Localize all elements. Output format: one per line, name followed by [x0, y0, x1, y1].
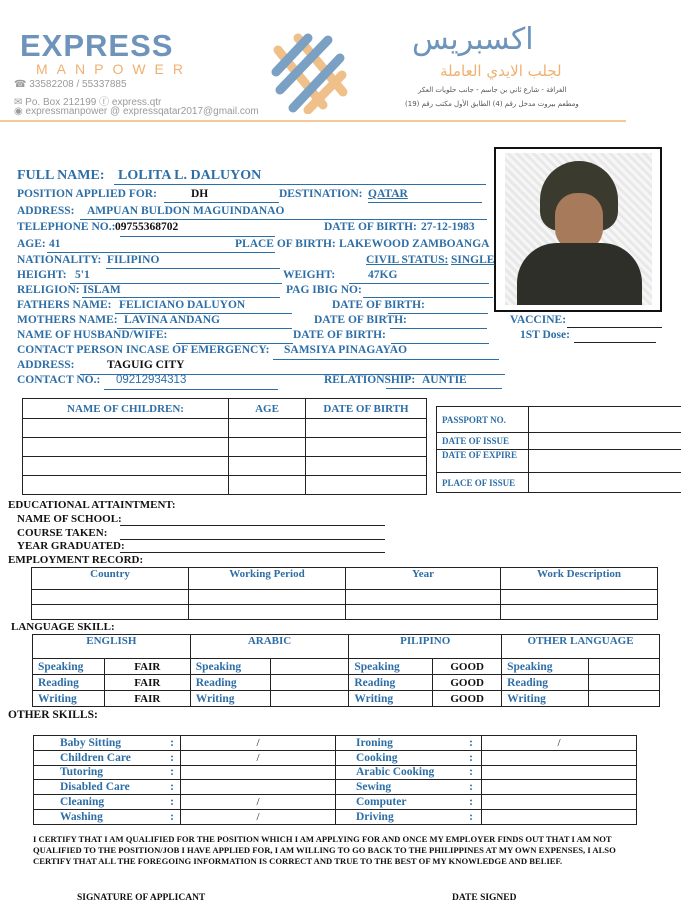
skill-label: Writing: [33, 691, 105, 707]
child-age-cell[interactable]: [229, 476, 306, 495]
language-header: ARABIC: [190, 635, 349, 659]
table-row: [34, 780, 637, 795]
skill-name: [336, 750, 482, 765]
brand-subtitle: MANPOWER: [36, 61, 192, 77]
school-label: NAME OF SCHOOL:: [17, 513, 122, 525]
spouse-dob-label: DATE OF BIRTH:: [293, 329, 386, 341]
colon-separator: :: [170, 781, 174, 794]
skill-name-text: Arabic Cooking: [356, 766, 435, 779]
table-row: [34, 795, 637, 810]
signature-label: SIGNATURE OF APPLICANT: [77, 893, 206, 903]
expiry-date-cell[interactable]: [529, 450, 681, 473]
civil-status-value: SINGLE: [451, 254, 495, 266]
employment-cell[interactable]: [32, 590, 189, 605]
skill-name-text: Children Care: [60, 751, 131, 764]
skill-label: Speaking: [33, 659, 105, 675]
skill-name: [34, 780, 181, 795]
skill-level[interactable]: [589, 675, 660, 691]
skill-name-text: Sewing: [356, 781, 392, 794]
age-value: 41: [49, 238, 61, 250]
vaccine-label: VACCINE:: [510, 314, 567, 326]
children-table: [22, 398, 427, 495]
arabic-address-2: ومطعم بيروت مدخل رقم (4) الطابق الأول مكتب رقم (19): [405, 100, 579, 108]
skill-check[interactable]: /: [181, 736, 336, 751]
other-skills-table: [33, 735, 637, 825]
po-box: ✉ Po. Box 212199 ⓕ express.qtr: [14, 97, 162, 108]
destination-line: [368, 202, 482, 203]
colon-separator: :: [170, 751, 174, 764]
skill-level[interactable]: FAIR: [104, 659, 190, 675]
religion-label: RELIGION:: [17, 284, 80, 296]
full-name-line: [114, 184, 486, 185]
weight-label: WEIGHT:: [283, 269, 336, 281]
dob-value: 27-12-1983: [421, 221, 475, 233]
skill-name-text: Washing: [60, 810, 103, 823]
child-name-cell[interactable]: [23, 476, 229, 495]
table-row: [32, 590, 658, 605]
child-dob-cell[interactable]: [306, 457, 427, 476]
weight-line: [349, 283, 489, 284]
arabic-address-1: الغرافة - شارع ثاني بن جاسم - جانب حلويات العكر: [418, 86, 567, 94]
child-name-cell[interactable]: [23, 419, 229, 438]
age-line: [47, 252, 275, 253]
table-row: [23, 476, 427, 495]
table-row: [32, 605, 658, 620]
employment-cell[interactable]: [32, 605, 189, 620]
year-graduated-label: YEAR GRADUATED:: [17, 540, 125, 552]
fathers-name-label: FATHERS NAME:: [17, 299, 112, 311]
skill-check[interactable]: /: [482, 736, 637, 751]
skill-label: Speaking: [502, 659, 589, 675]
skill-check[interactable]: /: [181, 795, 336, 810]
course-line: [120, 539, 385, 540]
pob-value: LAKEWOOD ZAMBOANGA: [339, 238, 490, 250]
skill-name: [336, 809, 482, 824]
table-row: [33, 659, 660, 675]
child-name-cell[interactable]: [23, 438, 229, 457]
child-age-cell[interactable]: [229, 438, 306, 457]
skill-level[interactable]: FAIR: [104, 691, 190, 707]
employment-header-period: Working Period: [189, 568, 346, 590]
skill-check[interactable]: [482, 809, 637, 824]
passport-no-cell[interactable]: [529, 407, 681, 433]
table-row: [23, 457, 427, 476]
destination-value: QATAR: [368, 188, 408, 200]
skill-name: [34, 750, 181, 765]
emergency-address-value: TAGUIG CITY: [107, 359, 185, 371]
skill-label: Reading: [349, 675, 433, 691]
skill-name: [336, 765, 482, 780]
pob-label: PLACE OF BIRTH:: [235, 238, 336, 250]
date-signed-label: DATE SIGNED: [452, 893, 517, 903]
skill-label: Reading: [33, 675, 105, 691]
skill-name: [34, 765, 181, 780]
employment-header-description: Work Description: [501, 568, 658, 590]
other-skills-title: OTHER SKILLS:: [8, 709, 98, 721]
skill-name-text: Computer: [356, 796, 407, 809]
skill-name-text: Cooking: [356, 751, 398, 764]
nationality-line: [106, 268, 280, 269]
position-value: DH: [191, 188, 209, 200]
full-name-value: LOLITA L. DALUYON: [118, 168, 262, 183]
education-title: EDUCATIONAL ATTAINTMENT:: [8, 499, 176, 511]
applicant-photo: [505, 153, 652, 305]
phone-numbers: ☎ 33582208 / 55337885: [14, 79, 127, 90]
weight-value: 47KG: [368, 269, 398, 281]
colon-separator: :: [170, 766, 174, 779]
employment-cell[interactable]: [346, 605, 501, 620]
child-age-cell[interactable]: [229, 457, 306, 476]
child-dob-cell[interactable]: [306, 476, 427, 495]
skill-level[interactable]: [270, 659, 349, 675]
child-age-cell[interactable]: [229, 419, 306, 438]
father-dob-label: DATE OF BIRTH:: [332, 299, 425, 311]
skill-level[interactable]: [589, 691, 660, 707]
skill-name: [336, 795, 482, 810]
language-table: [32, 634, 660, 707]
civil-status-label: CIVIL STATUS:: [366, 254, 449, 266]
language-title: LANGUAGE SKILL:: [11, 621, 115, 633]
table-row: [34, 809, 637, 824]
employment-cell[interactable]: [189, 590, 346, 605]
employment-cell[interactable]: [501, 605, 658, 620]
brand-logo-text: EXPRESS: [20, 28, 174, 63]
age-label: AGE:: [17, 238, 46, 250]
skill-name: [336, 780, 482, 795]
mother-dob-line: [390, 328, 487, 329]
skill-name-text: Cleaning: [60, 796, 105, 809]
issue-place-cell[interactable]: [529, 473, 681, 493]
full-name-label: FULL NAME:: [17, 168, 105, 183]
colon-separator: :: [469, 810, 473, 823]
language-header-row: [33, 635, 660, 659]
header-divider: [0, 120, 626, 122]
emergency-address-label: ADDRESS:: [17, 359, 75, 371]
first-dose-line: [574, 342, 656, 343]
emergency-contact-line: [273, 359, 499, 360]
children-header-dob: DATE OF BIRTH: [306, 399, 427, 419]
religion-value: ISLAM: [83, 284, 121, 296]
table-row: [34, 765, 637, 780]
emergency-phone-line: [104, 389, 278, 390]
skill-label: Reading: [502, 675, 589, 691]
skill-label: Writing: [190, 691, 270, 707]
skill-check[interactable]: [482, 750, 637, 765]
colon-separator: :: [469, 796, 473, 809]
year-graduated-line: [120, 552, 385, 553]
fathers-name-value: FELICIANO DALUYON: [119, 299, 246, 311]
mothers-name-label: MOTHERS NAME:: [17, 314, 118, 326]
expiry-date-label: DATE OF EXPIRE: [437, 450, 529, 473]
colon-separator: :: [469, 736, 473, 749]
course-label: COURSE TAKEN:: [17, 527, 108, 539]
skill-check[interactable]: /: [181, 750, 336, 765]
first-dose-label: 1ST Dose:: [520, 329, 570, 341]
skill-name: [336, 736, 482, 751]
child-dob-cell[interactable]: [306, 419, 427, 438]
certification-text: I CERTIFY THAT I AM QUALIFIED FOR THE POSITION WHICH I AM APPLYING FOR AND ONCE MY EMPLOYER FINDS OUT THAT I AM NOT QUALIFIED TO THE POSITION/JOB I HAVE APPLIED FOR, I AM WILLING TO GO BACK TO THE PHILIPPINES AT MY OWN EXPENSES, I ALSO CERTIFY THAT ALL THE FOREGOING INFORMATION IS CORRECT AND TRUE TO THE BEST OF MY KNOWLEDGE AND BELIEF.: [33, 834, 616, 866]
skill-label: Speaking: [349, 659, 433, 675]
skill-name: [34, 736, 181, 751]
emergency-contact-value: SAMSIYA PINAGAYAO: [284, 344, 408, 356]
employment-table: [31, 567, 658, 620]
language-header: ENGLISH: [33, 635, 191, 659]
employment-header-country: Country: [32, 568, 189, 590]
children-header-age: AGE: [229, 399, 306, 419]
skill-level[interactable]: [589, 659, 660, 675]
child-dob-cell[interactable]: [306, 438, 427, 457]
brand-arabic: اكسبريس: [412, 22, 534, 57]
applicant-photo-frame: [494, 147, 662, 312]
skill-label: Speaking: [190, 659, 270, 675]
mother-dob-label: DATE OF BIRTH:: [314, 314, 407, 326]
school-line: [120, 525, 385, 526]
issue-place-label: PLACE OF ISSUE: [437, 473, 529, 493]
table-row: [23, 438, 427, 457]
pagibig-line: [363, 297, 493, 298]
brand-emblem-icon: [268, 30, 350, 114]
emergency-contact-label: CONTACT PERSON INCASE OF EMERGENCY:: [17, 344, 270, 356]
spouse-name-label: NAME OF HUSBAND/WIFE:: [17, 329, 168, 341]
telephone-label: TELEPHONE NO.:: [17, 221, 116, 233]
pagibig-label: PAG IBIG NO:: [286, 284, 362, 296]
skill-label: Reading: [190, 675, 270, 691]
skill-check[interactable]: [181, 765, 336, 780]
skill-level[interactable]: [270, 675, 349, 691]
issue-date-cell[interactable]: [529, 433, 681, 450]
relationship-value: AUNTIE: [422, 374, 467, 386]
language-header: OTHER LANGUAGE: [502, 635, 660, 659]
table-row: [33, 691, 660, 707]
employment-header-year: Year: [346, 568, 501, 590]
nationality-label: NATIONALITY:: [17, 254, 102, 266]
address-line: [80, 219, 487, 220]
skill-label: Writing: [502, 691, 589, 707]
telephone-value: 09755368702: [115, 221, 179, 233]
position-label: POSITION APPLIED FOR:: [17, 188, 157, 200]
relationship-label: RELATIONSHIP:: [324, 374, 416, 386]
table-row: [23, 419, 427, 438]
mothers-name-value: LAVINA ANDANG: [124, 314, 220, 326]
colon-separator: :: [469, 751, 473, 764]
employment-cell[interactable]: [346, 590, 501, 605]
skill-level[interactable]: FAIR: [104, 675, 190, 691]
religion-line: [82, 297, 280, 298]
skill-name-text: Baby Sitting: [60, 736, 122, 749]
employment-cell[interactable]: [189, 605, 346, 620]
skill-level[interactable]: GOOD: [433, 691, 502, 707]
skill-name-text: Driving: [356, 810, 394, 823]
colon-separator: :: [170, 736, 174, 749]
issue-date-label: DATE OF ISSUE: [437, 433, 529, 450]
language-header: PILIPINO: [349, 635, 502, 659]
passport-no-label: PASSPORT NO.: [437, 407, 529, 433]
emergency-phone-value: 09212934313: [116, 374, 187, 386]
skill-check[interactable]: /: [181, 809, 336, 824]
height-value: 5'1: [75, 269, 90, 281]
brand-arabic-subtitle: لجلب الايدي العاملة: [440, 62, 562, 80]
skill-check[interactable]: [482, 780, 637, 795]
colon-separator: :: [469, 766, 473, 779]
skill-check[interactable]: [181, 780, 336, 795]
skill-level[interactable]: GOOD: [433, 675, 502, 691]
nationality-value: FILIPINO: [107, 254, 160, 266]
table-row: [33, 675, 660, 691]
skill-name-text: Ironing: [356, 736, 393, 749]
passport-table: [436, 406, 681, 493]
skill-level[interactable]: GOOD: [433, 659, 502, 675]
address-value: AMPUAN BULDON MAGUINDANAO: [87, 205, 285, 217]
employment-title: EMPLOYMENT RECORD:: [8, 554, 144, 566]
employment-cell[interactable]: [501, 590, 658, 605]
skill-level[interactable]: [270, 691, 349, 707]
address-label: ADDRESS:: [17, 205, 75, 217]
destination-label: DESTINATION:: [279, 188, 363, 200]
social-email: ◉ expressmanpower @ expressqatar2017@gmail.com: [14, 106, 259, 117]
dob-label: DATE OF BIRTH:: [324, 221, 417, 233]
position-line: [164, 202, 279, 203]
skill-check[interactable]: [482, 765, 637, 780]
skill-name: [34, 809, 181, 824]
children-header-name: NAME OF CHILDREN:: [23, 399, 229, 419]
skill-check[interactable]: [482, 795, 637, 810]
telephone-line: [120, 236, 275, 237]
colon-separator: :: [170, 796, 174, 809]
skill-name-text: Tutoring: [60, 766, 104, 779]
height-label: HEIGHT:: [17, 269, 67, 281]
skill-name-text: Disabled Care: [60, 781, 130, 794]
skill-name: [34, 795, 181, 810]
skill-label: Writing: [349, 691, 433, 707]
child-name-cell[interactable]: [23, 457, 229, 476]
colon-separator: :: [469, 781, 473, 794]
emergency-phone-label: CONTACT NO.:: [17, 374, 101, 386]
table-row: [34, 736, 637, 751]
vaccine-line: [567, 327, 662, 328]
colon-separator: :: [170, 810, 174, 823]
table-row: [34, 750, 637, 765]
relationship-line: [386, 388, 502, 389]
